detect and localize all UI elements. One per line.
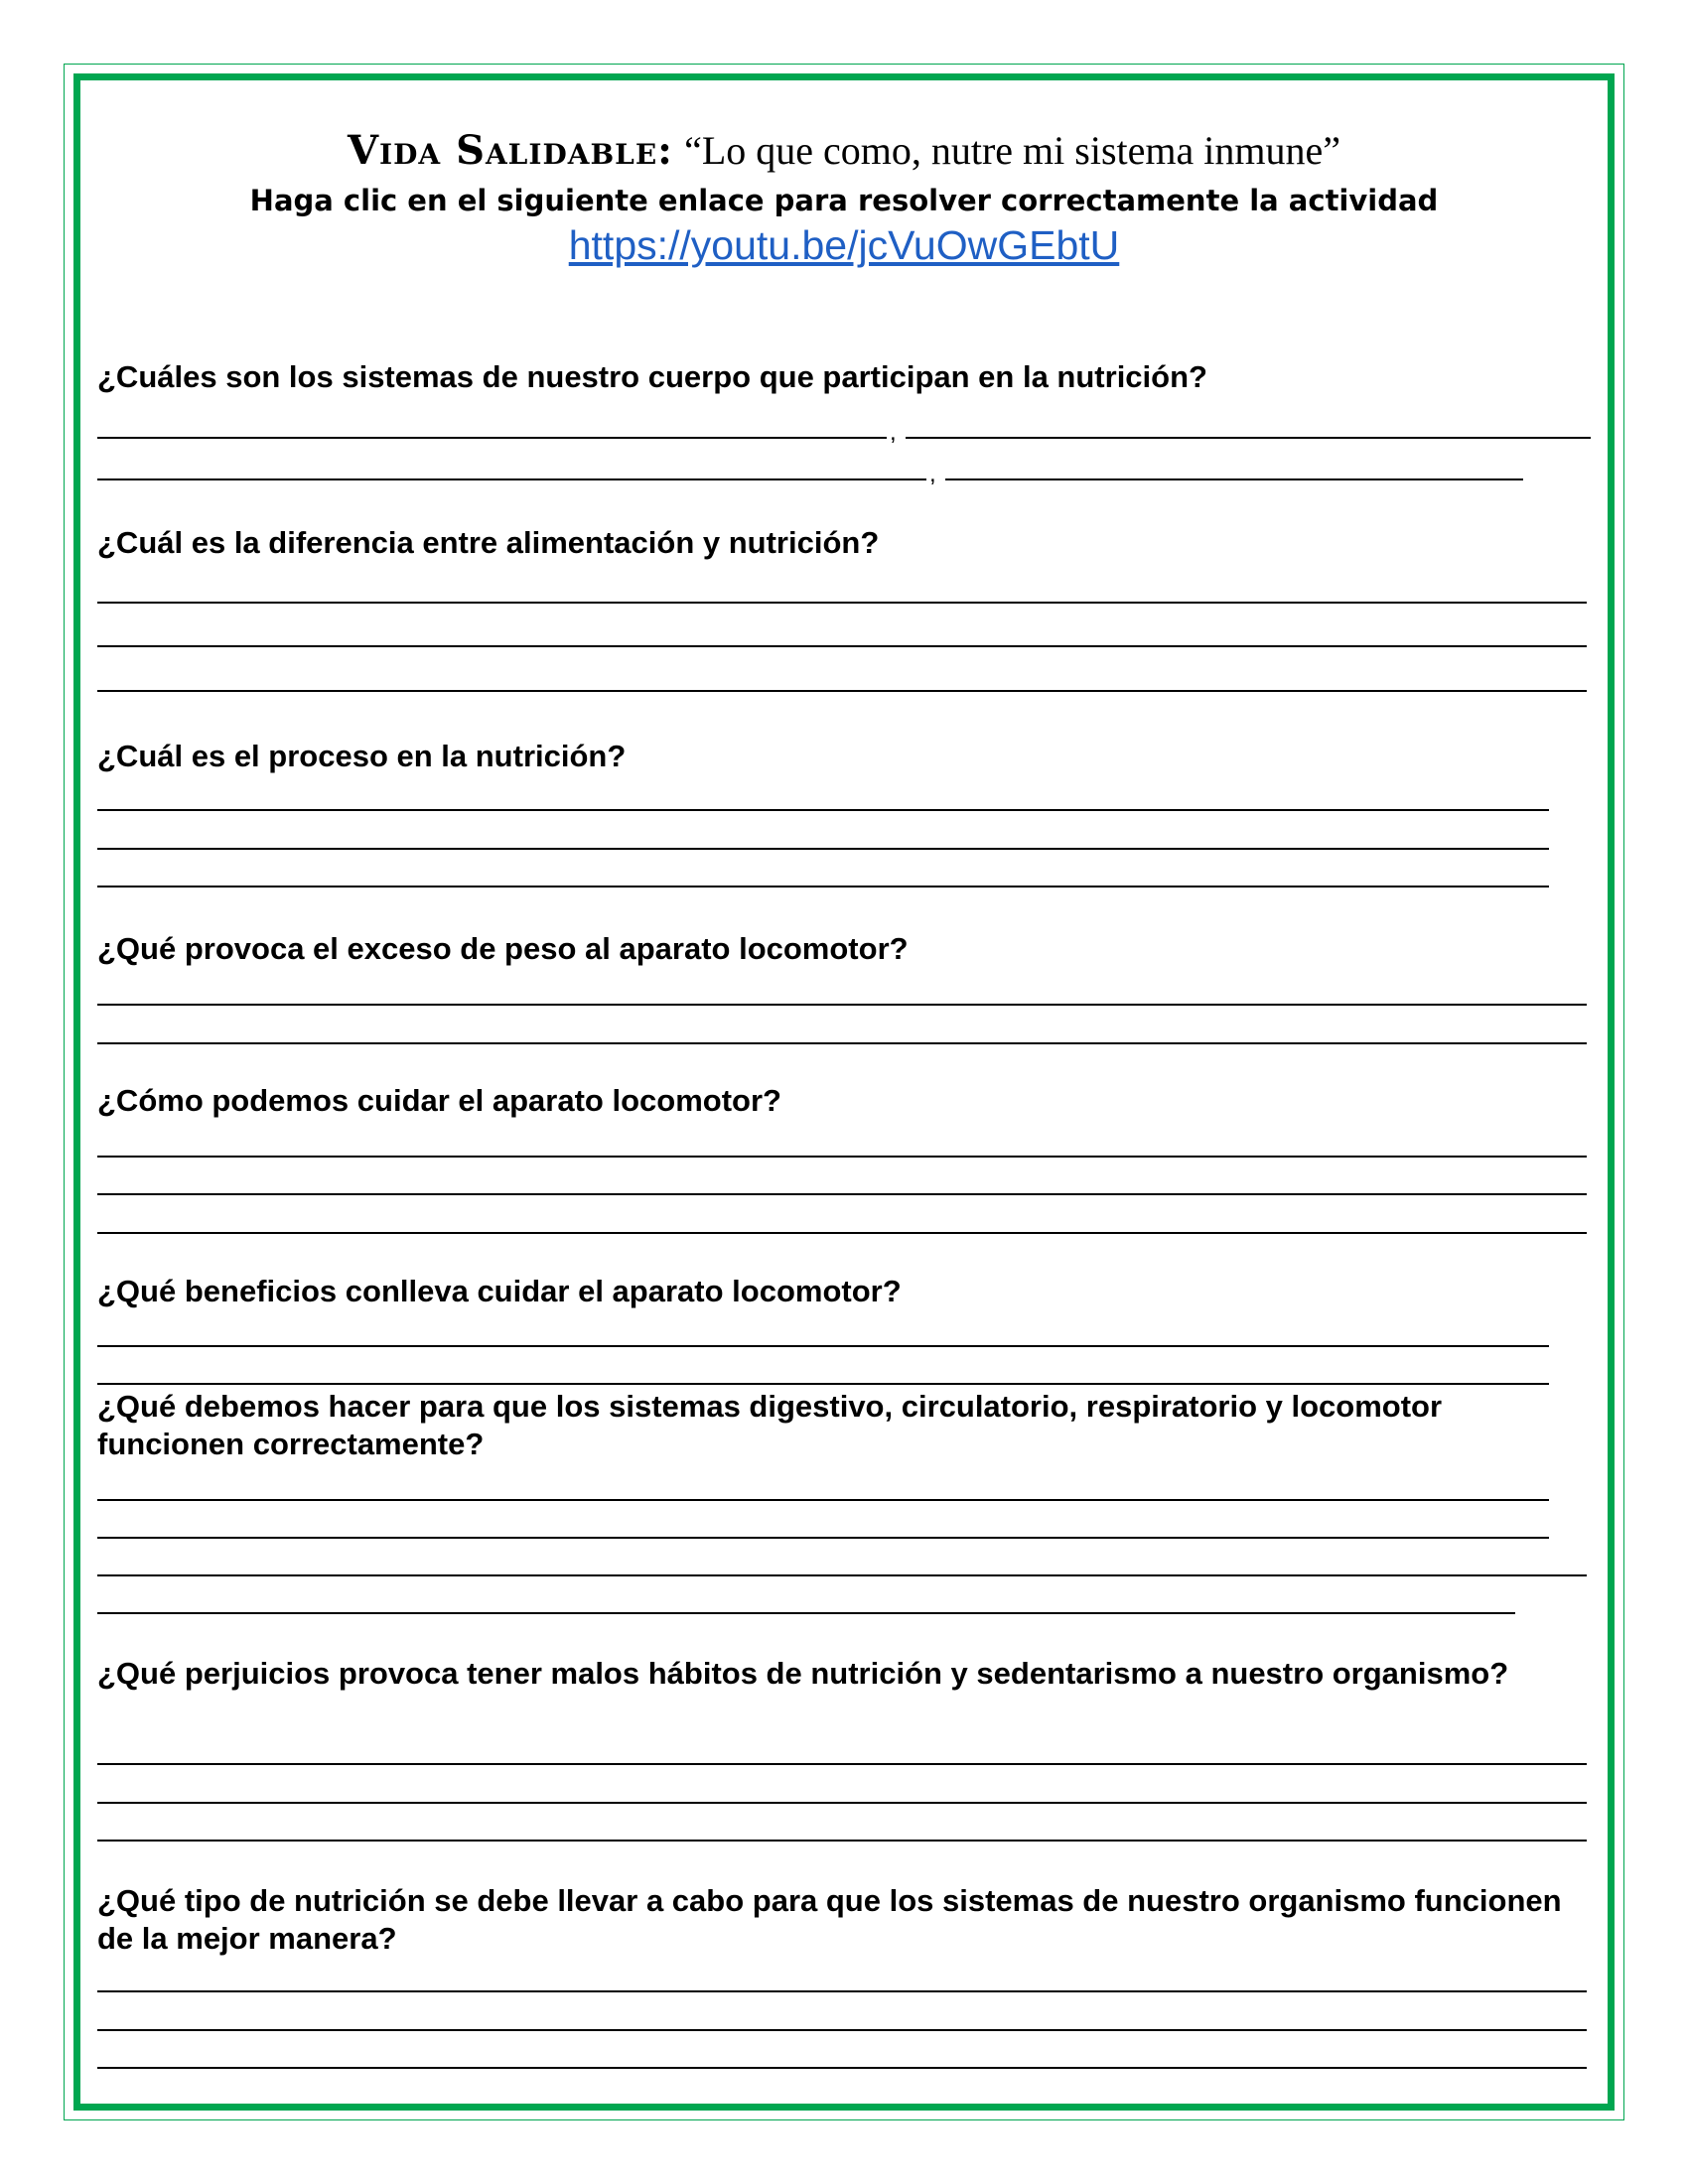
question-9: ¿Qué tipo de nutrición se debe llevar a cabo para que los sistemas de nuestro organismo funcionen de la mejor manera? bbox=[97, 1883, 1562, 1956]
question-7: ¿Qué debemos hacer para que los sistemas digestivo, circulatorio, respiratorio y locomotor funcionen correctamente? bbox=[97, 1389, 1443, 1461]
answer-line[interactable] bbox=[97, 690, 1587, 692]
answer-line[interactable] bbox=[97, 1042, 1587, 1044]
answer-line[interactable] bbox=[97, 602, 1587, 604]
question-3: ¿Cuál es el proceso en la nutrición? bbox=[97, 739, 627, 773]
answer-line[interactable] bbox=[97, 645, 1587, 647]
answer-line[interactable] bbox=[97, 1004, 1587, 1006]
answer-line[interactable] bbox=[97, 1499, 1549, 1501]
separator-comma: , bbox=[929, 461, 936, 487]
answer-line[interactable] bbox=[97, 1802, 1587, 1804]
answer-line[interactable] bbox=[97, 1612, 1515, 1614]
answer-line[interactable] bbox=[945, 478, 1523, 480]
title-subtitle: “Lo que como, nutre mi sistema inmune” bbox=[684, 128, 1340, 173]
separator-comma: , bbox=[890, 419, 897, 446]
question-1: ¿Cuáles son los sistemas de nuestro cuerpo que participan en la nutrición? bbox=[97, 359, 1207, 394]
answer-line[interactable] bbox=[97, 848, 1549, 850]
page-title bbox=[0, 127, 1688, 175]
answer-line[interactable] bbox=[97, 1383, 1549, 1385]
answer-line[interactable] bbox=[906, 437, 1591, 439]
question-6: ¿Qué beneficios conlleva cuidar el aparato locomotor? bbox=[97, 1274, 902, 1308]
answer-line[interactable] bbox=[97, 1574, 1587, 1576]
answer-line[interactable] bbox=[97, 886, 1549, 887]
answer-line[interactable] bbox=[97, 478, 926, 480]
answer-line[interactable] bbox=[97, 1537, 1549, 1539]
video-link[interactable]: https://youtu.be/jcVuOwGEbtU bbox=[568, 222, 1120, 268]
question-8: ¿Qué perjuicios provoca tener malos hábitos de nutrición y sedentarismo a nuestro organismo? bbox=[97, 1656, 1509, 1691]
question-5: ¿Cómo podemos cuidar el aparato locomotor? bbox=[97, 1083, 781, 1118]
answer-line[interactable] bbox=[97, 1840, 1587, 1842]
answer-line[interactable] bbox=[97, 809, 1549, 811]
answer-line[interactable] bbox=[97, 437, 887, 439]
instruction-text: Haga clic en el siguiente enlace para resolver correctamente la actividad bbox=[249, 184, 1439, 217]
answer-line[interactable] bbox=[97, 1156, 1587, 1158]
answer-line[interactable] bbox=[97, 1763, 1587, 1765]
answer-line[interactable] bbox=[97, 2029, 1587, 2031]
answer-line[interactable] bbox=[97, 1345, 1549, 1347]
answer-line[interactable] bbox=[97, 1990, 1587, 1992]
title-brand: Vida Salidable: bbox=[348, 127, 673, 174]
question-4: ¿Qué provoca el exceso de peso al aparato locomotor? bbox=[97, 931, 909, 966]
question-2: ¿Cuál es la diferencia entre alimentación y nutrición? bbox=[97, 525, 880, 560]
answer-line[interactable] bbox=[97, 1193, 1587, 1195]
answer-line[interactable] bbox=[97, 1232, 1587, 1234]
answer-line[interactable] bbox=[97, 2067, 1587, 2069]
